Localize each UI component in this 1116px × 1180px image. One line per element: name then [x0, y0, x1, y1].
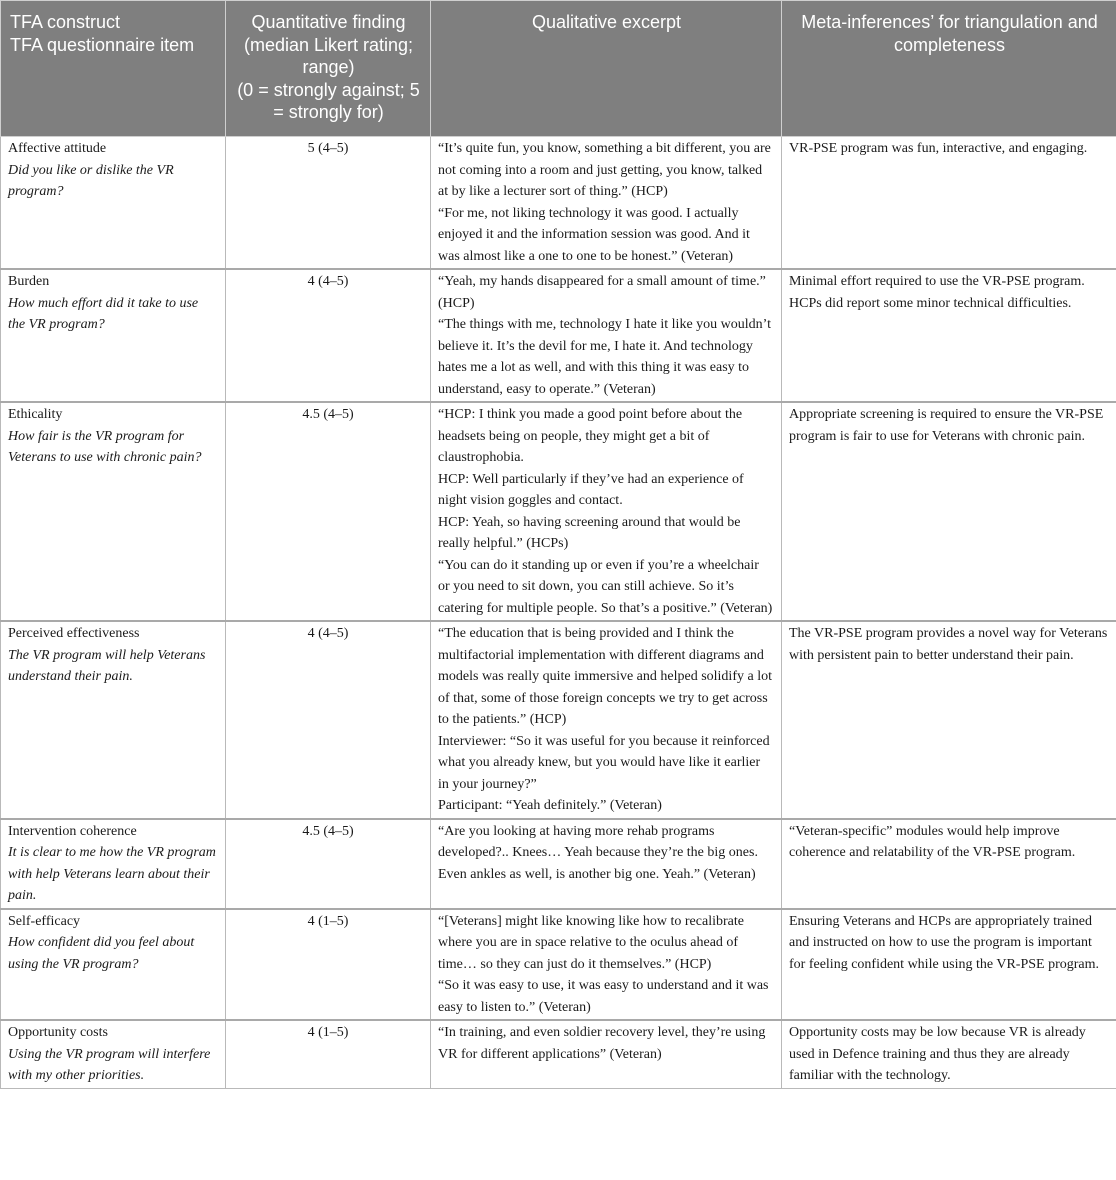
- header-finding-label: Quantitative finding (median Likert rating; range): [243, 12, 414, 77]
- header-qualitative-excerpt: [431, 1, 782, 137]
- excerpt: “It’s quite fun, you know, something a bit different, you are not coming into a room and just getting, you know, talked at by like a lecturer sort of thing.” (HCP): [438, 141, 771, 199]
- header-row: [1, 1, 1116, 137]
- excerpt: “In training, and even soldier recovery level, they’re using VR for different applications” (Veteran): [438, 1025, 766, 1062]
- excerpt: “The things with me, technology I hate it like you wouldn’t believe it. It’s the devil for me, I hate it. And technology hates me a lot as well, and with this thing it was easy to understand, easy to operate.” (Veteran): [438, 317, 771, 397]
- header-meta-inferences: [782, 1, 1116, 137]
- excerpt: HCP: Yeah, so having screening around that would be really helpful.” (HCPs): [438, 514, 741, 551]
- construct-cell: [1, 137, 226, 270]
- construct-cell: [1, 402, 226, 621]
- excerpt-cell: [431, 402, 782, 621]
- excerpt: “[Veterans] might like knowing like how to recalibrate where you are in space relative to the oculus ahead of time… so they can just do it themselves.” (HCP): [438, 913, 744, 972]
- excerpt: “Are you looking at having more rehab programs developed?.. Knees… Yeah because they’re the big ones. Even ankles as well, is another big one. Yeah.” (Veteran): [438, 823, 758, 882]
- excerpt-cell: [431, 1020, 782, 1088]
- excerpt: “HCP: I think you made a good point before about the headsets being on people, they might get a bit of claustrophobia.: [438, 407, 743, 465]
- excerpt-cell: [431, 269, 782, 402]
- table-row: [1, 909, 1116, 1021]
- header-item-label: TFA questionnaire item: [10, 34, 195, 55]
- meta-inference-cell: Minimal effort required to use the VR-PSE program. HCPs did report some minor technical difficulties.: [782, 269, 1116, 402]
- header-quantitative-finding: [226, 1, 431, 137]
- table-row: [1, 137, 1116, 270]
- construct-cell: [1, 269, 226, 402]
- finding-cell: 4 (4–5): [226, 269, 431, 402]
- table-row: [1, 819, 1116, 909]
- meta-inference-cell: VR-PSE program was fun, interactive, and engaging.: [782, 137, 1116, 270]
- finding-cell: 4.5 (4–5): [226, 819, 431, 909]
- excerpt: “Yeah, my hands disappeared for a small amount of time.” (HCP): [438, 274, 766, 311]
- meta-inference-cell: The VR-PSE program provides a novel way for Veterans with persistent pain to better understand their pain.: [782, 621, 1116, 819]
- excerpt: Interviewer: “So it was useful for you because it reinforced what you already knew, but you would have like it earlier in your journey?”: [438, 733, 770, 792]
- construct-name: Intervention coherence: [8, 823, 137, 839]
- questionnaire-item: How confident did you feel about using the VR program?: [8, 935, 195, 972]
- excerpt: “The education that is being provided and I think the multifactorial implementation with different diagrams and models was really quite immersive and helped solidify a lot of that, some of those foreign concepts we try to get across to the patients.” (HCP): [438, 626, 772, 727]
- table-row: [1, 402, 1116, 621]
- construct-name: Burden: [8, 274, 50, 289]
- excerpt-cell: [431, 819, 782, 909]
- meta-inference-cell: “Veteran-specific” modules would help improve coherence and relatability of the VR-PSE program.: [782, 819, 1116, 909]
- construct-name: Ethicality: [8, 407, 63, 422]
- table-body: [1, 137, 1116, 1089]
- header-construct-label: TFA construct: [10, 12, 121, 32]
- excerpt: “You can do it standing up or even if you’re a wheelchair or you need to sit down, you can still achieve. So it’s catering for multiple people. So that’s a positive.” (Veteran): [438, 557, 773, 616]
- excerpt-cell: [431, 621, 782, 819]
- excerpt-cell: [431, 909, 782, 1021]
- construct-cell: [1, 909, 226, 1021]
- meta-inference-cell: Opportunity costs may be low because VR is already used in Defence training and thus they are already familiar with the technology.: [782, 1020, 1116, 1088]
- meta-inference-cell: Appropriate screening is required to ensure the VR-PSE program is fair to use for Veterans with chronic pain.: [782, 402, 1116, 621]
- header-meta-label: Meta-inferences’ for triangulation and completeness: [801, 12, 1098, 55]
- construct-name: Perceived effectiveness: [8, 626, 140, 641]
- construct-name: Self-efficacy: [8, 913, 81, 929]
- questionnaire-item: How fair is the VR program for Veterans to use with chronic pain?: [8, 428, 202, 465]
- finding-cell: 4 (1–5): [226, 909, 431, 1021]
- header-tfa-construct: [1, 1, 226, 137]
- table-row: [1, 269, 1116, 402]
- finding-cell: 4 (1–5): [226, 1020, 431, 1088]
- table-row: [1, 621, 1116, 819]
- questionnaire-item: How much effort did it take to use the VR program?: [8, 295, 199, 332]
- questionnaire-item: Using the VR program will interfere with my other priorities.: [8, 1046, 211, 1083]
- excerpt: “For me, not liking technology it was good. I actually enjoyed it and the information session was good. And it was almost like a one to one to be honest.” (Veteran): [438, 205, 750, 264]
- construct-cell: [1, 621, 226, 819]
- excerpt: Participant: “Yeah definitely.” (Veteran): [438, 798, 662, 813]
- excerpt-cell: [431, 137, 782, 270]
- finding-cell: 4 (4–5): [226, 621, 431, 819]
- construct-name: Affective attitude: [8, 141, 107, 156]
- finding-cell: 5 (4–5): [226, 137, 431, 270]
- table-row: [1, 1020, 1116, 1088]
- questionnaire-item: It is clear to me how the VR program with help Veterans learn about their pain.: [8, 845, 216, 903]
- table-header: [1, 1, 1116, 137]
- excerpt: “So it was easy to use, it was easy to understand and it was easy to listen to.” (Veteran): [438, 978, 769, 1015]
- header-excerpt-label: Qualitative excerpt: [531, 12, 682, 32]
- construct-cell: [1, 819, 226, 909]
- construct-cell: [1, 1020, 226, 1088]
- construct-name: Opportunity costs: [8, 1025, 108, 1040]
- finding-cell: 4.5 (4–5): [226, 402, 431, 621]
- excerpt: HCP: Well particularly if they’ve had an experience of night vision goggles and contact.: [438, 471, 744, 508]
- header-scale-label: (0 = strongly against; 5 = strongly for): [237, 79, 420, 122]
- questionnaire-item: The VR program will help Veterans understand their pain.: [8, 647, 206, 684]
- questionnaire-item: Did you like or dislike the VR program?: [8, 162, 174, 199]
- meta-inference-cell: Ensuring Veterans and HCPs are appropriately trained and instructed on how to use the program is important for feeling confident while using the VR-PSE program.: [782, 909, 1116, 1021]
